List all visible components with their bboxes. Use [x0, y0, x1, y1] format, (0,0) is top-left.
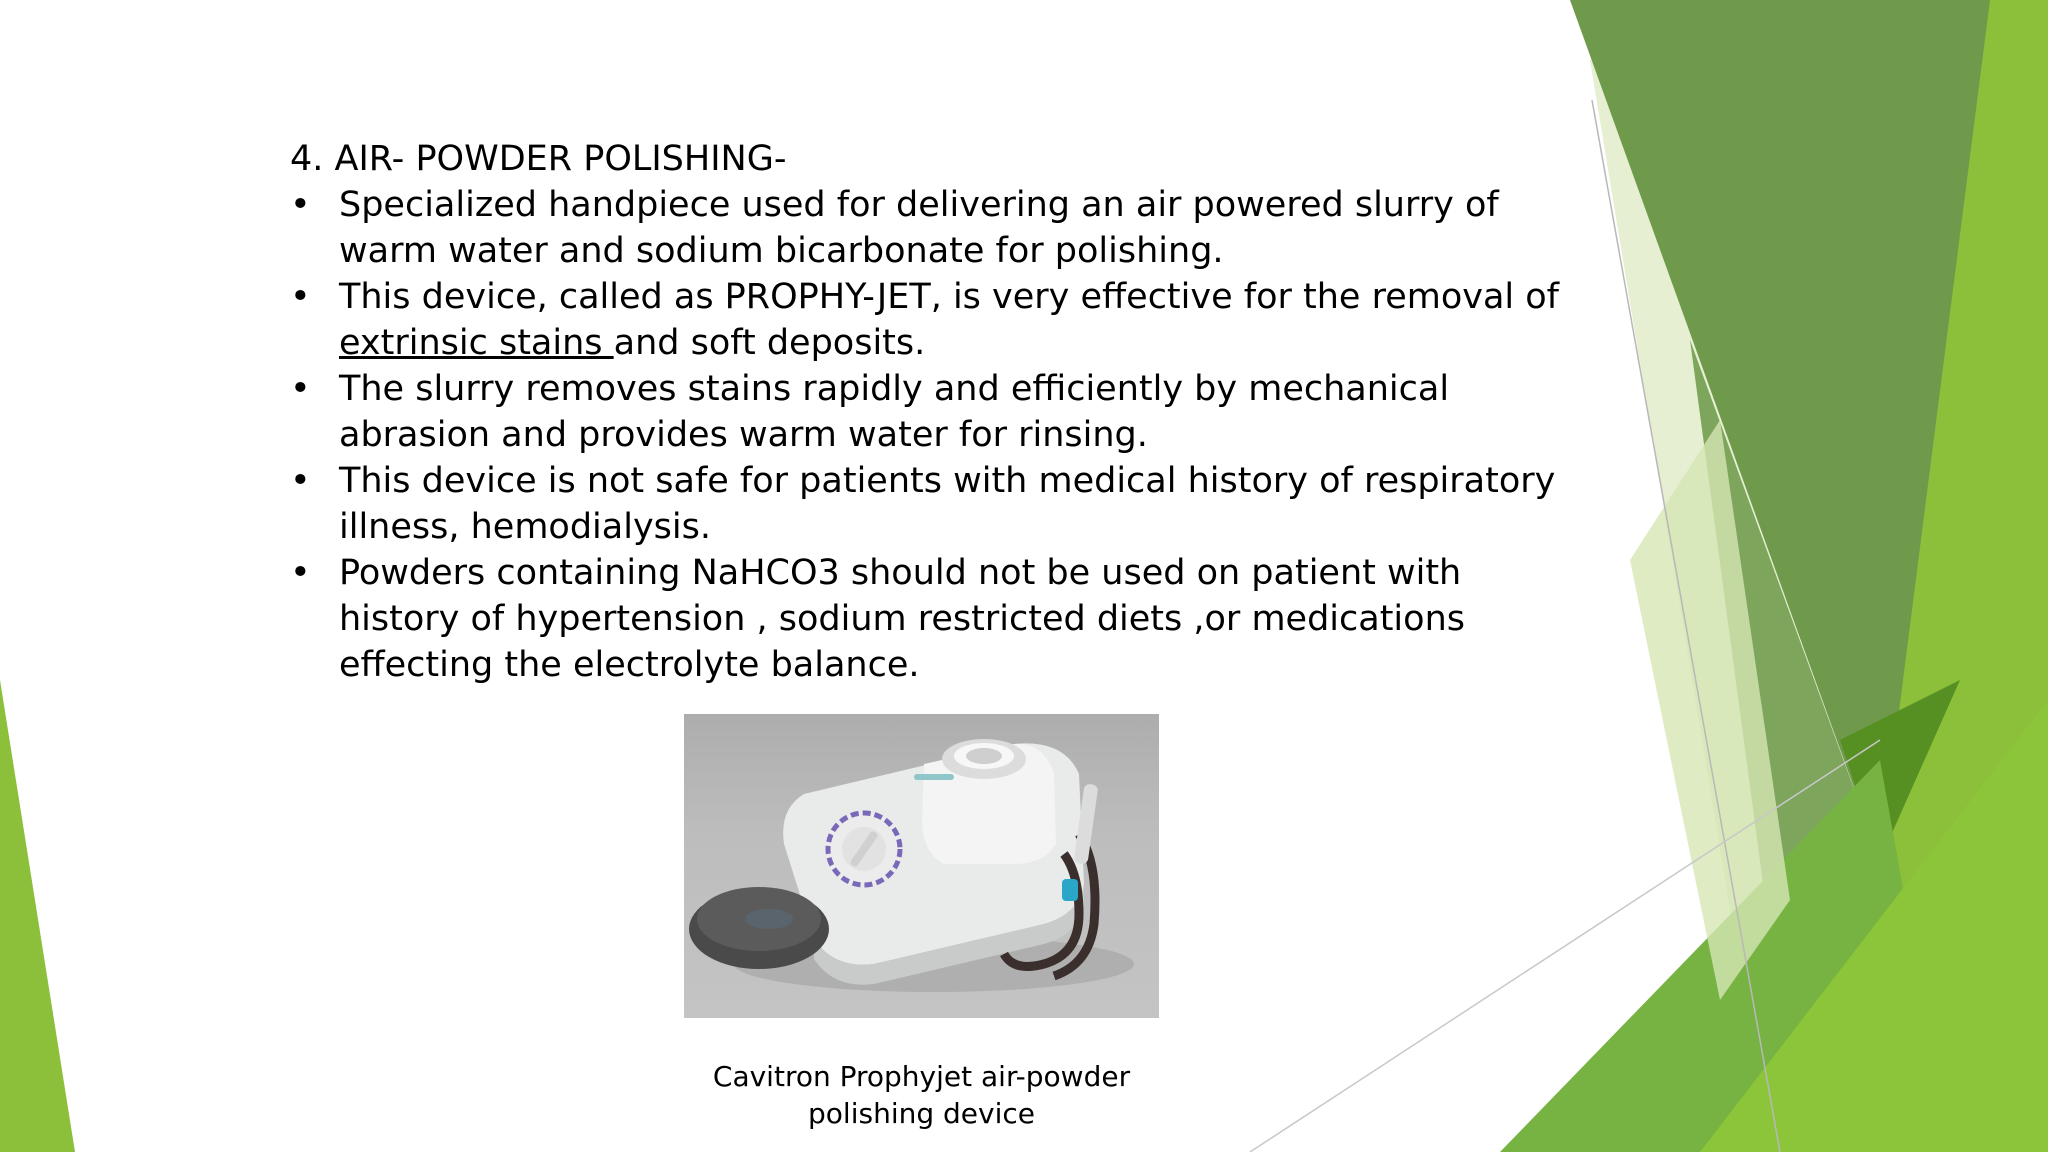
- image-caption-line: polishing device: [808, 1097, 1035, 1130]
- bullet-list: [290, 182, 1580, 688]
- bullet-item: [290, 274, 1580, 366]
- bullet-text: and soft deposits.: [613, 323, 926, 363]
- bullet-dot: •: [290, 553, 311, 593]
- bullet-text: Specialized handpiece used for delivering an air powered slurry of warm water and sodium bicarbonate for polishing.: [339, 185, 1499, 271]
- bullet-item: [290, 182, 1580, 274]
- slide-heading: 4. AIR- POWDER POLISHING-: [290, 139, 787, 179]
- bullet-text: The slurry removes stains rapidly and efficiently by mechanical abrasion and provides warm water for rinsing.: [339, 369, 1450, 455]
- underlined-term: extrinsic stains: [339, 323, 614, 363]
- deco-left-wedge: [0, 680, 75, 1152]
- slide-content: [290, 136, 1580, 688]
- image-caption-line: Cavitron Prophyjet air-powder: [712, 1060, 1131, 1093]
- device-photo: [684, 714, 1159, 1018]
- bullet-text: This device is not safe for patients with medical history of respiratory illness, hemodialysis.: [339, 461, 1556, 547]
- bullet-text: Powders containing NaHCO3 should not be used on patient with history of hypertension , sodium restricted diets ,or medications effecting the electrolyte balance.: [339, 553, 1465, 685]
- bullet-dot: •: [290, 461, 311, 501]
- device-illustration: [684, 714, 1159, 1018]
- bullet-dot: •: [290, 185, 311, 225]
- bullet-item: [290, 458, 1580, 550]
- bullet-item: [290, 550, 1580, 688]
- bullet-text: This device, called as PROPHY-JET, is very effective for the removal of: [339, 277, 1559, 317]
- image-caption: [684, 1058, 1159, 1132]
- bullet-dot: •: [290, 277, 311, 317]
- bullet-dot: •: [290, 369, 311, 409]
- bullet-item: [290, 366, 1580, 458]
